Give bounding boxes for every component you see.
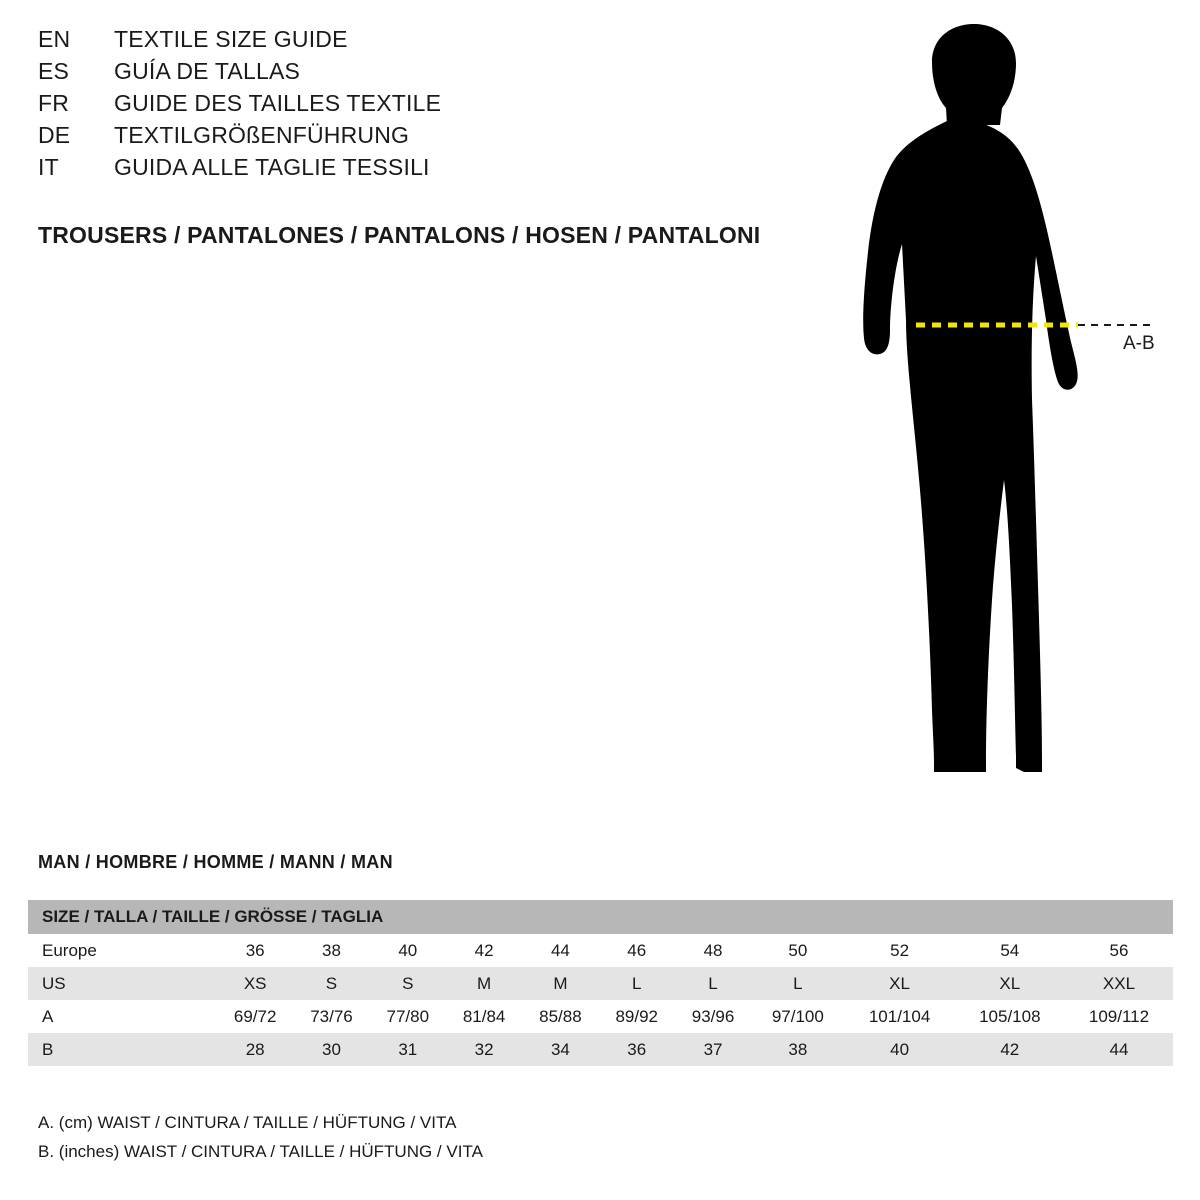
language-row xyxy=(38,90,798,122)
table-cell: 34 xyxy=(522,1033,598,1066)
language-title: GUIDA ALLE TAGLIE TESSILI xyxy=(114,154,430,180)
footnote-b: B. (inches) WAIST / CINTURA / TAILLE / HÜFTUNG / VITA xyxy=(38,1142,483,1161)
table-cell: 30 xyxy=(293,1033,369,1066)
language-row xyxy=(38,122,798,154)
table-cell: L xyxy=(675,967,751,1000)
language-row xyxy=(38,154,798,186)
table-cell: 40 xyxy=(844,1033,954,1066)
table-cell: 93/96 xyxy=(675,1000,751,1033)
table-cell: 36 xyxy=(599,1033,675,1066)
table-cell: 42 xyxy=(955,1033,1065,1066)
language-code: ES xyxy=(38,58,70,84)
table-cell: 31 xyxy=(370,1033,446,1066)
table-cell: L xyxy=(599,967,675,1000)
garment-type-title: TROUSERS / PANTALONES / PANTALONS / HOSEN / PANTALONI xyxy=(38,222,761,248)
language-code: IT xyxy=(38,154,59,180)
table-cell: 37 xyxy=(675,1033,751,1066)
row-label: Europe xyxy=(28,934,217,967)
table-row xyxy=(28,1033,1173,1066)
table-cell: 85/88 xyxy=(522,1000,598,1033)
table-cell: XS xyxy=(217,967,293,1000)
footnotes-block xyxy=(38,1108,483,1166)
row-label: US xyxy=(28,967,217,1000)
table-cell: 77/80 xyxy=(370,1000,446,1033)
table-cell: 109/112 xyxy=(1065,1000,1173,1033)
ab-measure-label: A-B xyxy=(1123,333,1155,354)
table-cell: 54 xyxy=(955,934,1065,967)
table-cell: S xyxy=(370,967,446,1000)
language-title: TEXTILE SIZE GUIDE xyxy=(114,26,348,52)
table-cell: 46 xyxy=(599,934,675,967)
language-title-block xyxy=(38,26,798,186)
table-cell: XL xyxy=(955,967,1065,1000)
table-cell: 44 xyxy=(522,934,598,967)
table-cell: 28 xyxy=(217,1033,293,1066)
table-cell: XXL xyxy=(1065,967,1173,1000)
table-row xyxy=(28,934,1173,967)
row-label: A xyxy=(28,1000,217,1033)
table-cell: 36 xyxy=(217,934,293,967)
language-code: DE xyxy=(38,122,71,148)
table-cell: 32 xyxy=(446,1033,522,1066)
table-cell: 73/76 xyxy=(293,1000,369,1033)
table-cell: 38 xyxy=(751,1033,844,1066)
row-label: B xyxy=(28,1033,217,1066)
table-cell: 42 xyxy=(446,934,522,967)
table-cell: 50 xyxy=(751,934,844,967)
table-cell: 40 xyxy=(370,934,446,967)
footnote-a: A. (cm) WAIST / CINTURA / TAILLE / HÜFTUNG / VITA xyxy=(38,1113,457,1132)
table-cell: 89/92 xyxy=(599,1000,675,1033)
table-row xyxy=(28,967,1173,1000)
table-cell: L xyxy=(751,967,844,1000)
table-cell: M xyxy=(522,967,598,1000)
size-table xyxy=(28,900,1173,1066)
table-header-label: SIZE / TALLA / TAILLE / GRÖSSE / TAGLIA xyxy=(28,900,1173,934)
table-cell: 101/104 xyxy=(844,1000,954,1033)
table-cell: XL xyxy=(844,967,954,1000)
language-title: GUIDE DES TAILLES TEXTILE xyxy=(114,90,442,116)
table-row xyxy=(28,1000,1173,1033)
table-cell: S xyxy=(293,967,369,1000)
table-cell: 48 xyxy=(675,934,751,967)
table-cell: 38 xyxy=(293,934,369,967)
man-silhouette-icon xyxy=(810,20,1190,800)
table-cell: 105/108 xyxy=(955,1000,1065,1033)
table-cell: 56 xyxy=(1065,934,1173,967)
table-cell: 97/100 xyxy=(751,1000,844,1033)
language-code: FR xyxy=(38,90,70,116)
table-cell: M xyxy=(446,967,522,1000)
table-cell: 81/84 xyxy=(446,1000,522,1033)
figure-illustration xyxy=(810,20,1190,800)
language-title: TEXTILGRÖßENFÜHRUNG xyxy=(114,122,410,148)
language-row xyxy=(38,58,798,90)
table-cell: 52 xyxy=(844,934,954,967)
language-row xyxy=(38,26,798,58)
table-cell: 69/72 xyxy=(217,1000,293,1033)
language-title: GUÍA DE TALLAS xyxy=(114,58,301,84)
table-header-row xyxy=(28,900,1173,934)
table-section-title: MAN / HOMBRE / HOMME / MANN / MAN xyxy=(38,852,393,872)
table-cell: 44 xyxy=(1065,1033,1173,1066)
language-code: EN xyxy=(38,26,71,52)
